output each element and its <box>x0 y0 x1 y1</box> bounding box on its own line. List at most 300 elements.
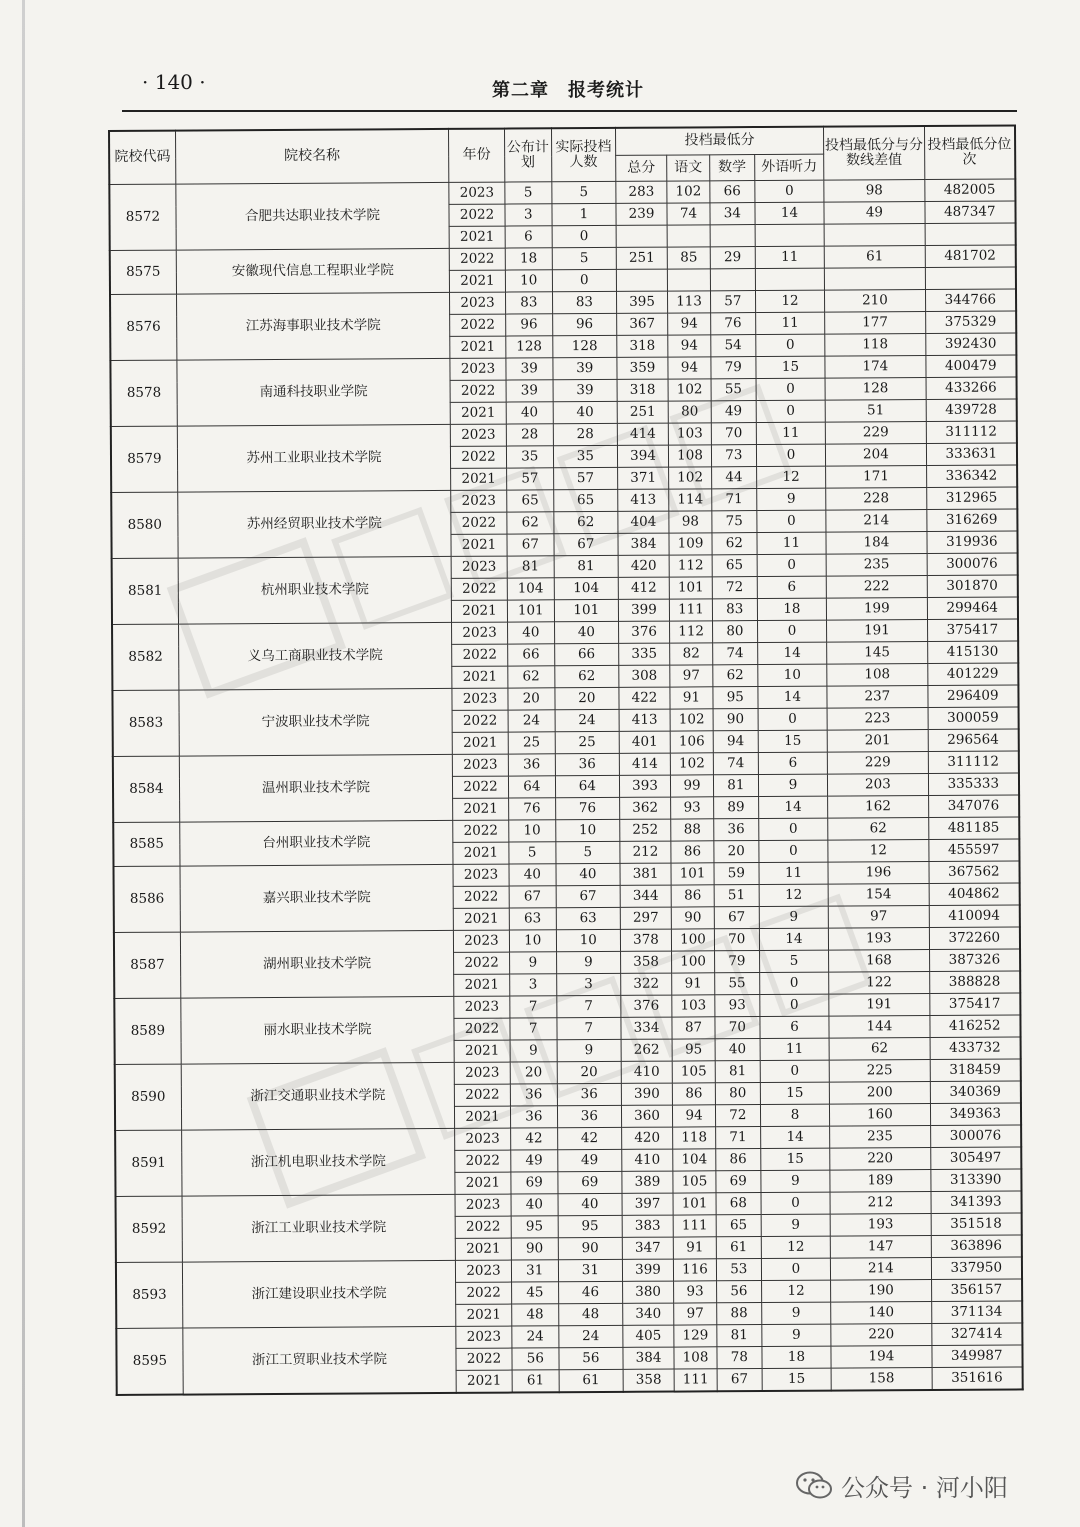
cell-plan: 39 <box>506 358 553 380</box>
cell-chinese <box>667 225 710 247</box>
cell-total: 397 <box>622 1193 673 1215</box>
cell-year: 2022 <box>449 248 505 270</box>
cell-total: 362 <box>619 797 670 819</box>
school-code: 8581 <box>112 558 179 624</box>
school-code: 8586 <box>113 866 180 932</box>
cell-total: 308 <box>619 665 670 687</box>
cell-year: 2021 <box>454 974 510 996</box>
cell-plan: 6 <box>505 226 552 248</box>
cell-chinese: 102 <box>670 709 713 731</box>
cell-math: 62 <box>713 665 758 687</box>
cell-rank: 363896 <box>931 1235 1022 1258</box>
cell-rank: 375417 <box>929 993 1020 1016</box>
cell-year: 2021 <box>456 1370 512 1393</box>
cell-diff: 228 <box>826 488 927 511</box>
cell-diff: 225 <box>829 1059 930 1082</box>
cell-actual: 25 <box>555 731 619 753</box>
cell-rank: 318459 <box>930 1059 1021 1082</box>
cell-year: 2023 <box>451 490 507 512</box>
cell-actual: 48 <box>558 1303 622 1325</box>
cell-total: 420 <box>618 555 669 577</box>
cell-math <box>710 269 755 291</box>
cell-total: 414 <box>617 423 668 445</box>
cell-actual: 3 <box>556 973 620 995</box>
school-name: 湖州职业技术学院 <box>180 930 454 998</box>
cell-listening: 0 <box>761 1192 831 1214</box>
cell-diff: 158 <box>831 1367 932 1390</box>
cell-plan: 63 <box>509 908 556 930</box>
cell-total: 410 <box>622 1149 673 1171</box>
col-chinese-header: 语文 <box>667 155 710 181</box>
cell-plan: 65 <box>506 490 553 512</box>
cell-total: 371 <box>617 467 668 489</box>
col-math-header: 数学 <box>710 155 755 181</box>
cell-plan: 18 <box>505 248 552 270</box>
cell-listening <box>755 268 825 290</box>
cell-diff: 174 <box>825 356 926 379</box>
cell-total: 389 <box>622 1171 673 1193</box>
cell-diff: 145 <box>827 642 928 665</box>
cell-rank: 481702 <box>925 245 1016 268</box>
cell-math: 71 <box>712 489 757 511</box>
cell-math: 55 <box>711 379 756 401</box>
cell-total: 399 <box>622 1259 673 1281</box>
cell-plan: 104 <box>507 578 554 600</box>
cell-year: 2021 <box>450 270 506 292</box>
cell-rank: 299464 <box>927 597 1018 620</box>
cell-total: 395 <box>616 291 667 313</box>
cell-listening: 0 <box>760 994 830 1016</box>
cell-listening: 0 <box>759 972 829 994</box>
cell-diff: 191 <box>827 620 928 643</box>
school-name: 义乌工商职业技术学院 <box>178 622 452 690</box>
cell-diff: 147 <box>830 1235 931 1258</box>
cell-actual: 9 <box>556 951 620 973</box>
cell-total: 318 <box>617 379 668 401</box>
cell-listening: 6 <box>758 752 828 774</box>
cell-year: 2022 <box>452 710 508 732</box>
cell-year: 2023 <box>455 1194 511 1216</box>
cell-rank: 400479 <box>926 355 1017 378</box>
col-diff-header: 投档最低分与分数线差值 <box>824 126 925 180</box>
cell-diff: 51 <box>825 400 926 423</box>
cell-total: 414 <box>619 753 670 775</box>
cell-plan: 67 <box>509 886 556 908</box>
cell-diff: 61 <box>824 246 925 269</box>
cell-total: 384 <box>623 1347 674 1369</box>
table-header <box>109 125 1015 184</box>
cell-diff: 229 <box>825 422 926 445</box>
cell-math: 44 <box>711 467 756 489</box>
cell-actual: 81 <box>554 555 618 577</box>
cell-diff: 229 <box>828 752 929 775</box>
cell-chinese: 87 <box>672 1017 715 1039</box>
cell-actual: 40 <box>556 863 620 885</box>
col-actual-header: 实际投档人数 <box>551 128 615 182</box>
cell-listening: 6 <box>760 1016 830 1038</box>
cell-diff: 189 <box>830 1169 931 1192</box>
cell-listening: 14 <box>758 686 828 708</box>
cell-year: 2023 <box>454 930 510 952</box>
admission-stats-table <box>108 124 1024 1396</box>
cell-diff: 237 <box>827 686 928 709</box>
cell-diff: 191 <box>829 993 930 1016</box>
cell-plan: 76 <box>508 798 555 820</box>
cell-diff: 235 <box>826 554 927 577</box>
cell-math: 36 <box>714 819 759 841</box>
cell-total <box>616 269 667 291</box>
cell-diff: 122 <box>829 971 930 994</box>
cell-math: 67 <box>714 907 759 929</box>
cell-math <box>710 225 755 247</box>
cell-math: 57 <box>710 291 755 313</box>
cell-year: 2023 <box>455 1128 511 1150</box>
page-number: · 140 · <box>142 70 206 94</box>
cell-year: 2022 <box>455 1216 511 1238</box>
cell-year: 2022 <box>451 578 507 600</box>
cell-diff: 196 <box>828 862 929 885</box>
cell-math: 69 <box>716 1171 761 1193</box>
cell-rank: 313390 <box>930 1169 1021 1192</box>
cell-actual: 40 <box>558 1193 622 1215</box>
cell-year: 2021 <box>452 732 508 754</box>
cell-plan: 20 <box>510 1062 557 1084</box>
cell-diff: 220 <box>830 1147 931 1170</box>
cell-actual: 101 <box>554 599 618 621</box>
cell-total: 383 <box>622 1215 673 1237</box>
cell-actual: 56 <box>559 1347 623 1369</box>
school-name: 温州职业技术学院 <box>179 754 453 822</box>
cell-math: 80 <box>712 621 757 643</box>
cell-total: 401 <box>619 731 670 753</box>
cell-listening: 12 <box>755 290 825 312</box>
cell-total: 358 <box>620 951 671 973</box>
cell-year: 2021 <box>451 534 507 556</box>
cell-actual: 31 <box>558 1259 622 1281</box>
cell-total: 378 <box>620 929 671 951</box>
cell-actual: 62 <box>555 665 619 687</box>
cell-math: 81 <box>713 775 758 797</box>
col-year-header: 年份 <box>449 129 505 183</box>
cell-listening: 0 <box>756 444 826 466</box>
cell-year: 2023 <box>450 292 506 314</box>
cell-total: 283 <box>616 181 667 203</box>
cell-plan: 5 <box>505 182 552 204</box>
cell-year: 2021 <box>454 1040 510 1062</box>
footer-brand-text: 公众号 · 河小阳 <box>841 1473 1008 1502</box>
cell-rank: 300059 <box>928 707 1019 730</box>
cell-actual: 96 <box>552 313 616 335</box>
cell-rank: 312965 <box>926 487 1017 510</box>
cell-total: 239 <box>616 203 667 225</box>
cell-diff: 144 <box>829 1015 930 1038</box>
cell-listening: 12 <box>761 1236 831 1258</box>
cell-actual: 10 <box>556 819 620 841</box>
cell-rank: 349363 <box>930 1103 1021 1126</box>
cell-actual: 39 <box>553 379 617 401</box>
cell-math: 72 <box>715 1105 760 1127</box>
col-min-scores-header: 投档最低分 <box>615 127 823 156</box>
cell-total: 297 <box>620 907 671 929</box>
cell-year: 2022 <box>451 446 507 468</box>
cell-year: 2021 <box>456 1304 512 1326</box>
cell-plan: 90 <box>511 1238 558 1260</box>
cell-listening: 5 <box>759 950 829 972</box>
cell-rank: 404862 <box>929 883 1020 906</box>
school-code: 8576 <box>110 294 177 360</box>
school-name: 杭州职业技术学院 <box>178 556 452 624</box>
school-name: 浙江工贸职业技术学院 <box>183 1326 457 1394</box>
col-rank-header: 投档最低分位次 <box>924 125 1015 179</box>
cell-chinese: 74 <box>667 203 710 225</box>
cell-chinese: 114 <box>669 489 712 511</box>
cell-actual: 35 <box>553 445 617 467</box>
cell-math: 90 <box>713 709 758 731</box>
cell-year: 2023 <box>451 556 507 578</box>
cell-plan: 7 <box>510 1018 557 1040</box>
cell-plan: 3 <box>505 204 552 226</box>
cell-actual: 36 <box>555 753 619 775</box>
cell-chinese: 93 <box>674 1281 717 1303</box>
cell-diff: 212 <box>830 1191 931 1214</box>
cell-rank: 335333 <box>928 773 1019 796</box>
cell-chinese: 105 <box>673 1171 716 1193</box>
cell-math: 34 <box>710 203 755 225</box>
cell-plan: 28 <box>506 424 553 446</box>
cell-diff: 49 <box>824 202 925 225</box>
cell-listening: 0 <box>755 180 825 202</box>
cell-year: 2021 <box>455 1172 511 1194</box>
cell-plan: 25 <box>508 732 555 754</box>
cell-year: 2023 <box>451 424 507 446</box>
cell-math: 20 <box>714 841 759 863</box>
cell-total: 399 <box>618 599 669 621</box>
cell-plan: 31 <box>511 1260 558 1282</box>
cell-chinese: 102 <box>670 753 713 775</box>
page-spine <box>22 0 25 1527</box>
cell-year: 2021 <box>455 1106 511 1128</box>
cell-year: 2021 <box>452 600 508 622</box>
cell-year: 2021 <box>451 468 507 490</box>
cell-actual: 40 <box>553 401 617 423</box>
cell-math: 70 <box>711 423 756 445</box>
cell-chinese: 97 <box>670 665 713 687</box>
cell-chinese: 116 <box>674 1259 717 1281</box>
cell-year: 2023 <box>456 1326 512 1348</box>
school-code: 8578 <box>110 360 177 426</box>
school-name: 南通科技职业学院 <box>177 358 451 426</box>
cell-math: 51 <box>714 885 759 907</box>
cell-plan: 10 <box>509 820 556 842</box>
cell-actual: 69 <box>558 1171 622 1193</box>
cell-plan: 57 <box>506 468 553 490</box>
cell-year: 2021 <box>450 402 506 424</box>
cell-listening: 0 <box>760 1060 830 1082</box>
school-name: 江苏海事职业技术学院 <box>176 292 450 360</box>
cell-diff: 214 <box>826 510 927 533</box>
cell-total: 394 <box>617 445 668 467</box>
cell-actual: 104 <box>554 577 618 599</box>
cell-actual: 36 <box>557 1083 621 1105</box>
cell-plan: 67 <box>507 534 554 556</box>
cell-rank: 316269 <box>926 509 1017 532</box>
cell-year: 2021 <box>452 666 508 688</box>
cell-plan: 42 <box>510 1128 557 1150</box>
cell-chinese: 101 <box>669 577 712 599</box>
page-header <box>122 66 1017 112</box>
cell-plan: 69 <box>511 1172 558 1194</box>
cell-plan: 5 <box>509 842 556 864</box>
cell-actual: 57 <box>553 467 617 489</box>
cell-total: 340 <box>623 1303 674 1325</box>
cell-listening: 11 <box>759 862 829 884</box>
cell-rank: 410094 <box>929 905 1020 928</box>
cell-chinese: 113 <box>668 291 711 313</box>
cell-year: 2022 <box>454 1018 510 1040</box>
cell-actual: 65 <box>553 489 617 511</box>
cell-total <box>616 225 667 247</box>
cell-actual: 5 <box>556 841 620 863</box>
footer-brand <box>795 1465 1008 1505</box>
cell-plan: 40 <box>507 622 554 644</box>
cell-diff: 210 <box>825 290 926 313</box>
cell-listening: 9 <box>758 774 828 796</box>
cell-listening: 15 <box>758 730 828 752</box>
cell-diff: 12 <box>828 840 929 863</box>
cell-actual: 0 <box>552 269 616 291</box>
cell-listening: 0 <box>757 620 827 642</box>
cell-rank: 351518 <box>931 1213 1022 1236</box>
cell-actual: 42 <box>557 1127 621 1149</box>
cell-chinese: 100 <box>672 929 715 951</box>
cell-plan: 49 <box>511 1150 558 1172</box>
cell-diff: 128 <box>825 378 926 401</box>
cell-listening: 14 <box>755 202 825 224</box>
cell-listening: 15 <box>756 356 826 378</box>
cell-total: 404 <box>618 511 669 533</box>
cell-listening: 12 <box>761 1280 831 1302</box>
cell-chinese: 102 <box>667 181 710 203</box>
cell-year: 2023 <box>452 622 508 644</box>
cell-chinese: 112 <box>670 621 713 643</box>
cell-math: 83 <box>712 599 757 621</box>
cell-plan: 24 <box>508 710 555 732</box>
cell-math: 81 <box>715 1061 760 1083</box>
cell-math: 89 <box>713 797 758 819</box>
cell-total: 212 <box>620 841 671 863</box>
cell-rank: 375329 <box>925 311 1016 334</box>
cell-year: 2022 <box>455 1150 511 1172</box>
cell-rank: 311112 <box>926 421 1017 444</box>
cell-total: 252 <box>620 819 671 841</box>
cell-actual: 7 <box>557 1017 621 1039</box>
cell-total: 262 <box>621 1039 672 1061</box>
cell-diff: 222 <box>826 576 927 599</box>
cell-total: 393 <box>619 775 670 797</box>
cell-actual: 49 <box>558 1149 622 1171</box>
cell-rank: 416252 <box>930 1015 1021 1038</box>
cell-math: 72 <box>712 577 757 599</box>
cell-actual: 95 <box>558 1215 622 1237</box>
cell-plan: 40 <box>509 864 556 886</box>
cell-total: 318 <box>617 335 668 357</box>
cell-math: 67 <box>717 1369 762 1392</box>
cell-actual: 10 <box>556 929 620 951</box>
cell-diff: 97 <box>828 906 929 929</box>
cell-plan: 35 <box>506 446 553 468</box>
cell-listening: 8 <box>760 1104 830 1126</box>
cell-plan: 45 <box>511 1282 558 1304</box>
cell-actual: 24 <box>555 709 619 731</box>
cell-listening: 12 <box>759 884 829 906</box>
school-name: 浙江建设职业技术学院 <box>182 1260 456 1328</box>
cell-total: 412 <box>618 577 669 599</box>
cell-chinese: 95 <box>672 1039 715 1061</box>
cell-actual: 40 <box>554 621 618 643</box>
cell-plan: 95 <box>511 1216 558 1238</box>
cell-listening: 12 <box>756 466 826 488</box>
cell-rank: 333631 <box>926 443 1017 466</box>
cell-rank: 482005 <box>924 179 1015 202</box>
cell-total: 358 <box>623 1369 674 1392</box>
school-name: 苏州工业职业技术学院 <box>177 424 451 492</box>
cell-math: 76 <box>711 313 756 335</box>
cell-chinese: 101 <box>671 863 714 885</box>
cell-plan: 62 <box>507 512 554 534</box>
cell-listening: 9 <box>756 488 826 510</box>
cell-chinese: 94 <box>673 1105 716 1127</box>
cell-plan: 7 <box>510 996 557 1018</box>
cell-listening: 10 <box>758 664 828 686</box>
cell-year: 2023 <box>453 754 509 776</box>
cell-actual: 20 <box>557 1061 621 1083</box>
cell-total: 251 <box>616 247 667 269</box>
cell-actual: 63 <box>556 907 620 929</box>
cell-plan: 9 <box>510 1040 557 1062</box>
cell-math: 62 <box>712 533 757 555</box>
cell-year: 2021 <box>453 798 509 820</box>
cell-chinese: 86 <box>671 885 714 907</box>
cell-actual: 36 <box>557 1105 621 1127</box>
cell-diff: 203 <box>828 774 929 797</box>
cell-year: 2022 <box>454 952 510 974</box>
cell-plan: 128 <box>506 336 553 358</box>
cell-plan: 36 <box>510 1106 557 1128</box>
cell-chinese: 102 <box>668 379 711 401</box>
cell-year: 2021 <box>449 226 505 248</box>
cell-rank: 301870 <box>927 575 1018 598</box>
cell-plan: 83 <box>505 292 552 314</box>
cell-chinese: 112 <box>669 555 712 577</box>
cell-plan: 66 <box>507 644 554 666</box>
cell-rank: 336342 <box>926 465 1017 488</box>
cell-diff: 223 <box>827 708 928 731</box>
cell-chinese: 103 <box>668 423 711 445</box>
school-name: 浙江机电职业技术学院 <box>181 1128 455 1196</box>
cell-diff: 154 <box>828 884 929 907</box>
cell-listening: 6 <box>757 576 827 598</box>
cell-diff: 177 <box>825 312 926 335</box>
cell-diff: 118 <box>825 334 926 357</box>
col-code-header: 院校代码 <box>109 131 176 185</box>
cell-actual: 7 <box>557 995 621 1017</box>
cell-chinese <box>668 269 711 291</box>
cell-chinese: 88 <box>671 819 714 841</box>
cell-listening: 0 <box>756 400 826 422</box>
cell-year: 2021 <box>450 336 506 358</box>
school-code: 8590 <box>115 1064 182 1130</box>
cell-plan: 10 <box>509 930 556 952</box>
